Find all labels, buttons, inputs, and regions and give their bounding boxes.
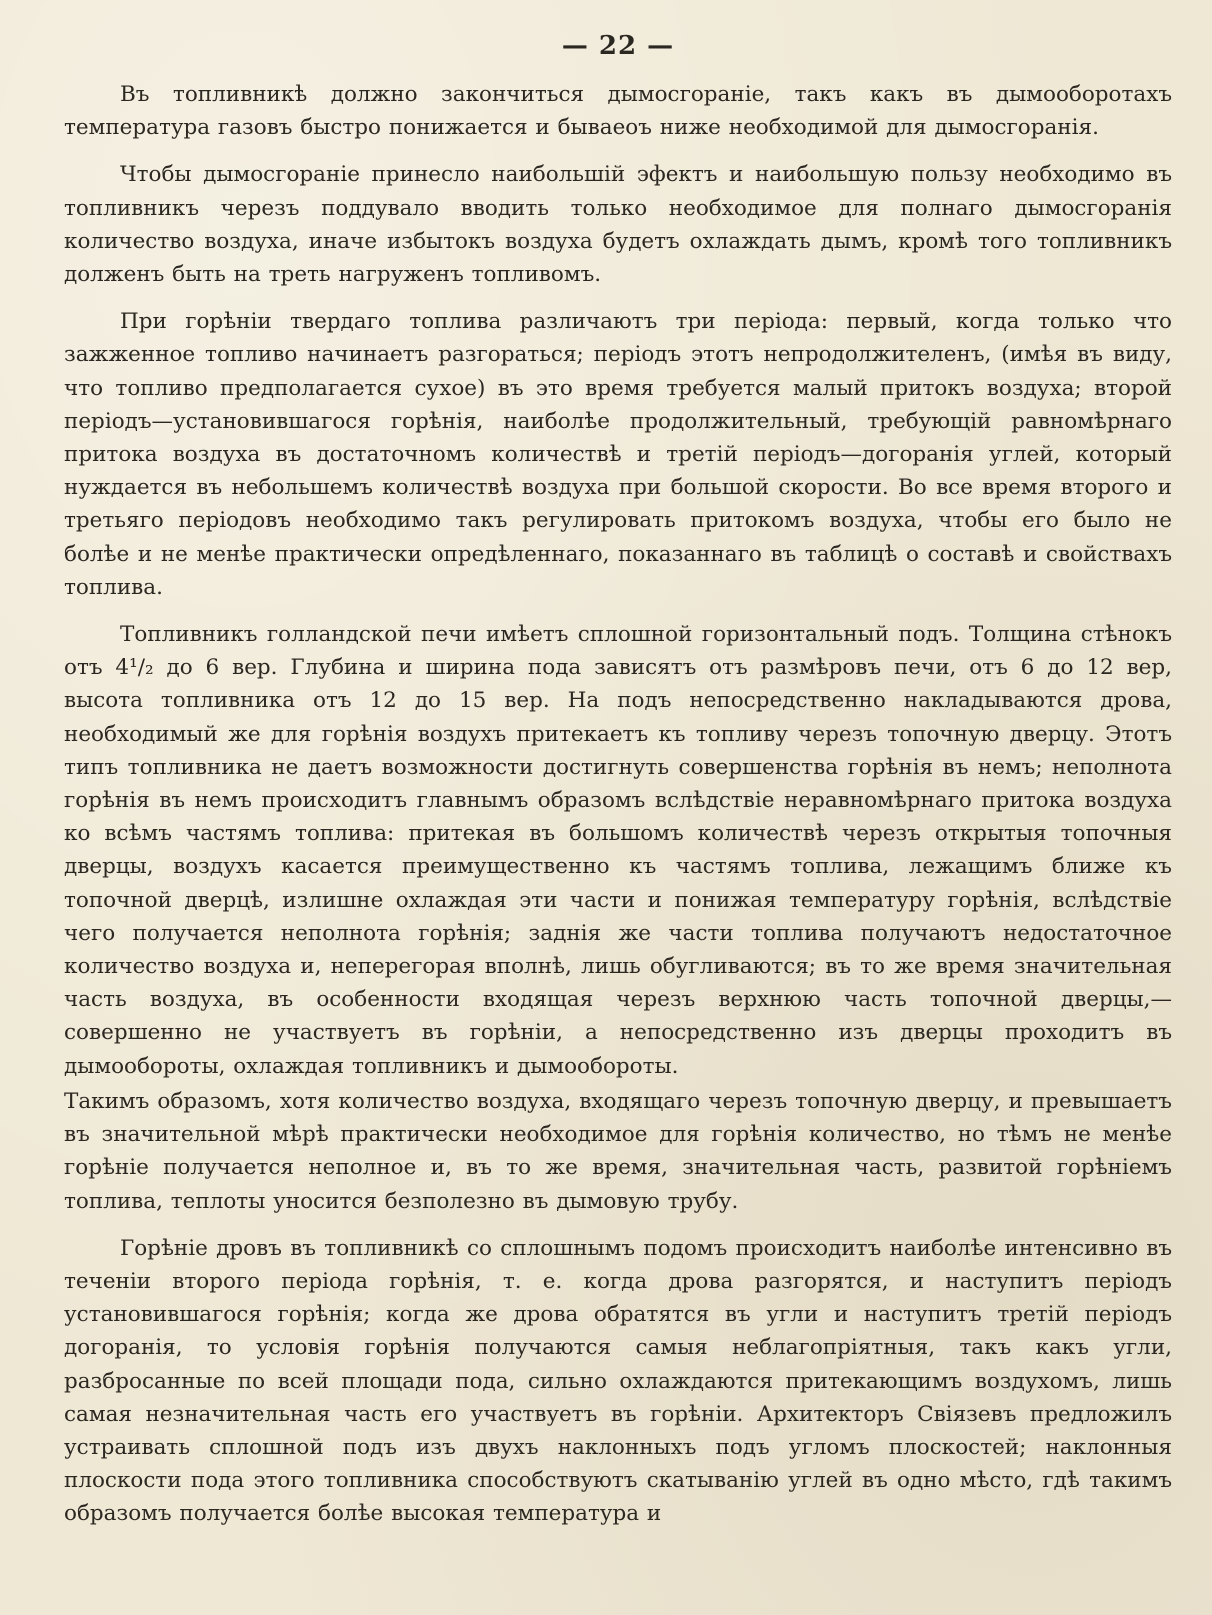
paragraph-1: Въ топливникѣ должно закончиться дымосгораніе, такъ какъ въ дымооборотахъ температура газовъ быстро понижается и бываеоъ ниже необходимой для дымосгоранія. [64, 82, 1172, 141]
paragraph-gap [64, 1218, 1172, 1232]
page-number: — 22 — [561, 31, 675, 61]
paragraph-3: При горѣніи твердаго топлива различаютъ три періода: первый, когда только что зажженное топливо начинаетъ разгораться; періодъ этотъ непродолжителенъ, (имѣя въ виду, что топливо предполагается сухое) въ это время требуется малый притокъ воздуха; второй періодъ—установившагося горѣнія, наиболѣе продолжительный, требующій равномѣрнаго притока воздуха въ достаточномъ количествѣ и третій періодъ—догоранія углей, который нуждается въ небольшемъ количествѣ воздуха при большой скорости. Во все время второго и третьяго періодовъ необходимо такъ регулировать притокомъ воздуха, чтобы его было не болѣе и не менѣе практически опредѣленнаго, показаннаго въ таблицѣ о составѣ и свойствахъ топлива. [64, 309, 1172, 600]
paragraph-gap [64, 604, 1172, 618]
paragraph-5: Такимъ образомъ, хотя количество воздуха, входящаго черезъ топочную дверцу, и превышаетъ въ значительной мѣрѣ практически необходимое для горѣнія количество, но тѣмъ не менѣе горѣніе получается неполное и, въ то же время, значительная часть, развитой горѣніемъ топлива, теплоты уносится безполезно въ дымовую трубу. [64, 1088, 1172, 1214]
paragraph-6: Горѣніе дровъ въ топливникѣ со сплошнымъ подомъ происходитъ наиболѣе интенсивно въ теченіи второго періода горѣнія, т. е. когда дрова разгорятся, и наступитъ періодъ установившагося горѣнія; когда же дрова обратятся въ угли и наступитъ третій періодъ догоранія, то условія горѣнія получаются самыя неблагопріятныя, такъ какъ угли, разбросанные по всей площади пода, сильно охлаждаются притекающимъ воздухомъ, лишь самая незначительная часть его участвуетъ въ горѣніи. Архитекторъ Свіязевъ предложилъ устраивать сплошной подъ изъ двухъ наклонныхъ подъ угломъ плоскостей; наклонныя плоскости пода этого топливника способствуютъ скатыванію углей въ одно мѣсто, гдѣ такимъ образомъ получается болѣе высокая температура и [64, 1235, 1172, 1527]
paragraph-gap [64, 291, 1172, 305]
paragraph-gap [64, 144, 1172, 158]
paragraph-2: Чтобы дымосгораніе принесло наибольшій эфектъ и наибольшую пользу необходимо въ топливникъ черезъ поддувало вводить только необходимое для полнаго дымосгоранія количество воздуха, иначе избытокъ воздуха будетъ охлаждать дымъ, кромѣ того топливникъ долженъ быть на треть нагруженъ топливомъ. [64, 162, 1172, 288]
paragraph-4: Топливникъ голландской печи имѣетъ сплошной горизонтальный подъ. Толщина стѣнокъ отъ 4¹/₂ до 6 вер. Глубина и ширина пода зависятъ отъ размѣровъ печи, отъ 6 до 12 вер, высота топливника отъ 12 до 15 вер. На подъ непосредственно накладываются дрова, необходимый же для горѣнія воздухъ притекаетъ къ топливу черезъ топочную дверцу. Этотъ типъ топливника не даетъ возможности достигнуть совершенства горѣнія въ немъ; неполнота горѣнія въ немъ происходитъ главнымъ образомъ вслѣдствіе неравномѣрнаго притока воздуха ко всѣмъ частямъ топлива: притекая въ большомъ количествѣ черезъ открытыя топочныя дверцы, воздухъ касается преимущественно къ частямъ топлива, лежащимъ ближе къ топочной дверцѣ, излишне охлаждая эти части и понижая температуру горѣнія, вслѣдствіе чего получается неполнота горѣнія; заднія же части топлива получаютъ недостаточное количество воздуха и, неперегорая вполнѣ, лишь обугливаются; въ то же время значительная часть воздуха, въ особенности входящая черезъ верхнюю часть топочной дверцы,—совершенно не участвуетъ въ горѣніи, а непосредственно изъ дверцы проходитъ въ дымообороты, охлаждая топливникъ и дымообороты. [64, 622, 1172, 1079]
